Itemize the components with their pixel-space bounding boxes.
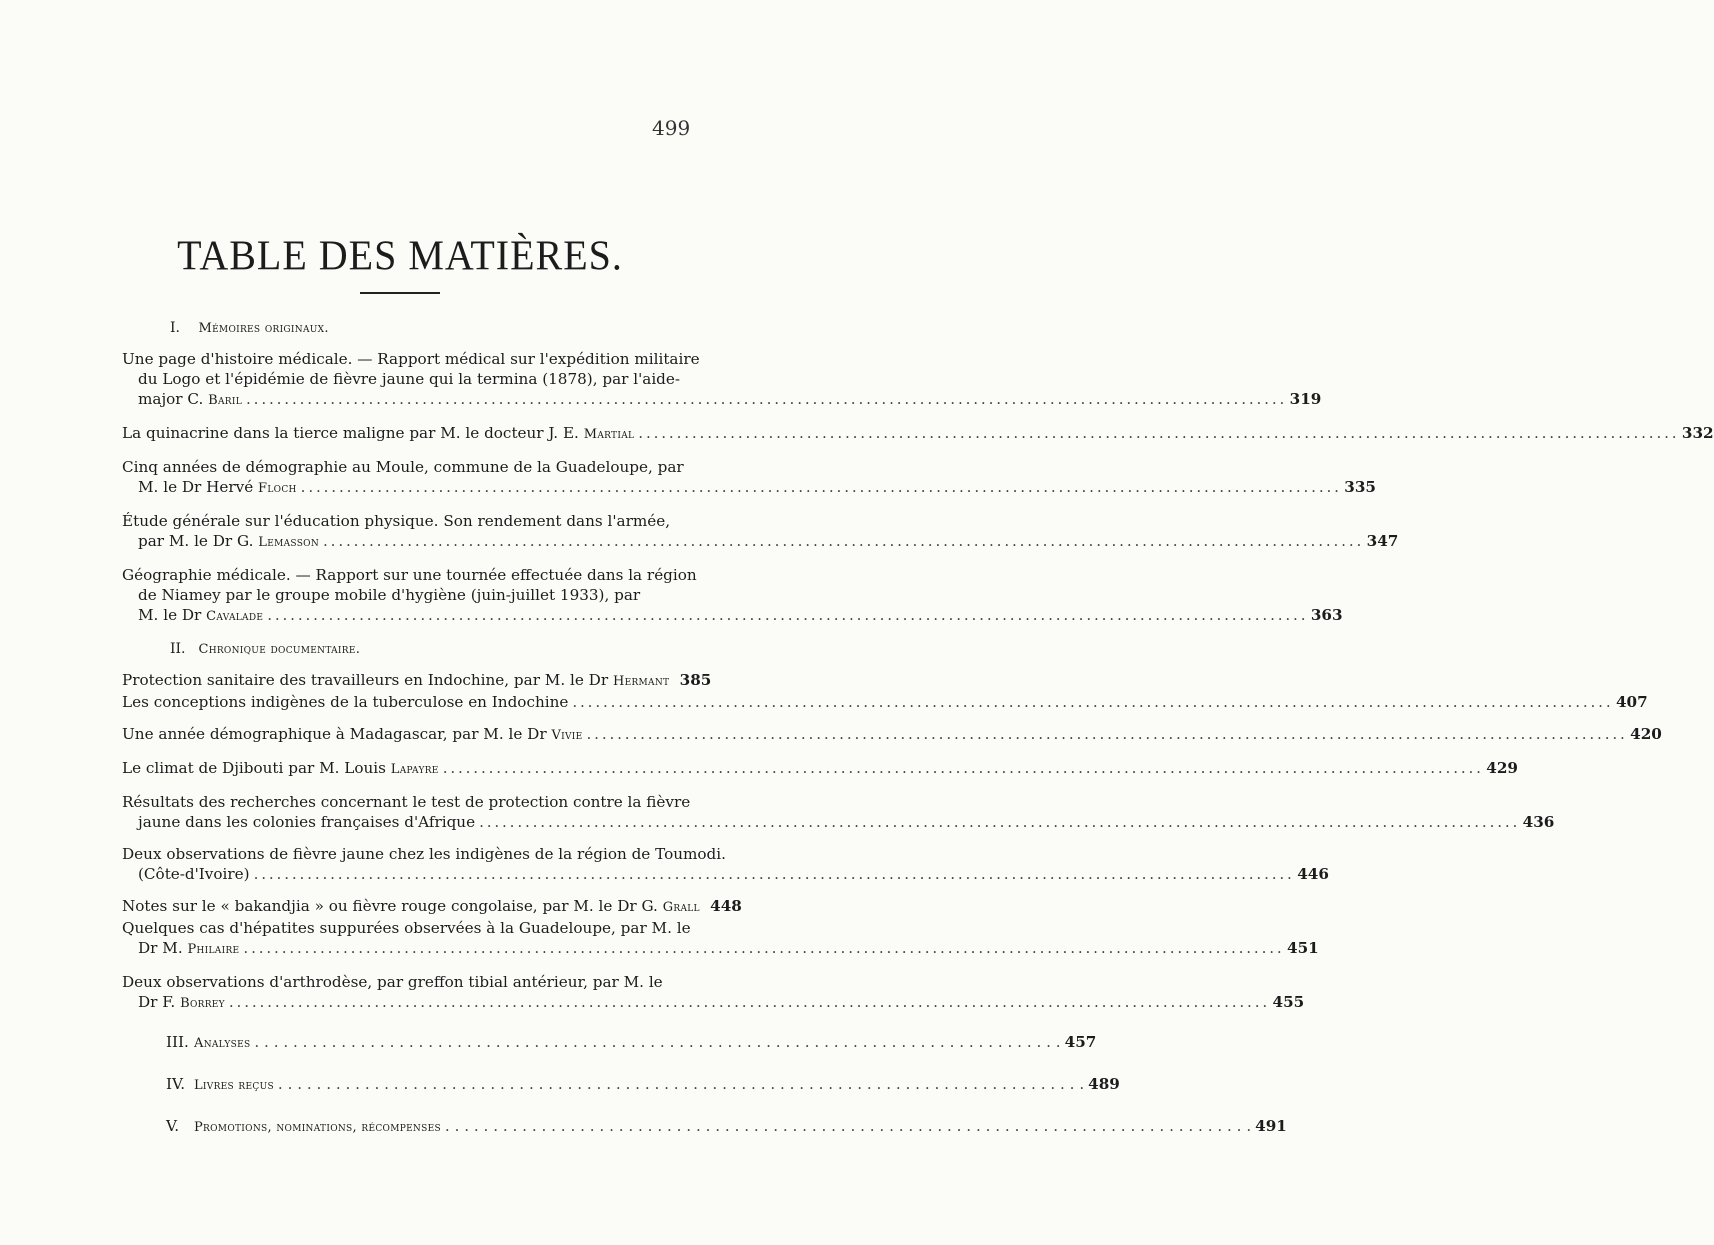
dot-leader bbox=[479, 812, 1516, 832]
entry-last-line bbox=[122, 389, 1322, 411]
entry-author: Cavalade bbox=[206, 609, 264, 624]
dot-leader bbox=[301, 477, 1338, 497]
section-name: Promotions, nominations, récompenses bbox=[194, 1120, 441, 1135]
page-ref: 363 bbox=[1310, 606, 1343, 624]
page-ref: 335 bbox=[1344, 478, 1376, 496]
page-ref: 407 bbox=[1615, 693, 1648, 711]
entry-text-line: Étude générale sur l'éducation physique. Son rendement dans l'armée, bbox=[122, 512, 671, 530]
entry-lead bbox=[122, 692, 568, 712]
entry-last-line bbox=[122, 896, 742, 918]
entry-text: Dr F. bbox=[138, 993, 181, 1011]
section-number: V. bbox=[166, 1117, 180, 1135]
toc-entry bbox=[122, 972, 1305, 1014]
entry-lead bbox=[138, 477, 297, 499]
entry-text: Une année démographique à Madagascar, par M. le Dr bbox=[122, 725, 552, 743]
entry-author: Borrey bbox=[180, 996, 225, 1011]
toc-entry bbox=[122, 565, 1343, 627]
toc-entry bbox=[122, 457, 1376, 499]
entry-text: Protection sanitaire des travailleurs en Indochine, par M. le Dr bbox=[122, 671, 613, 689]
page-ref: 385 bbox=[679, 671, 712, 689]
entry-last-line bbox=[122, 724, 1662, 746]
page-ref: 436 bbox=[1522, 813, 1555, 831]
entry-lead bbox=[138, 531, 319, 553]
entry-author: Baril bbox=[208, 393, 243, 408]
section-name: Analyses bbox=[194, 1036, 251, 1051]
entry-text-line: Une page d'histoire médicale. — Rapport médical sur l'expédition militaire bbox=[122, 350, 700, 368]
toc-entry bbox=[122, 758, 1518, 780]
section-name: Livres reçus bbox=[194, 1078, 274, 1093]
entry-lead bbox=[122, 758, 439, 780]
page-ref: 319 bbox=[1289, 390, 1322, 408]
entry-text-line: Deux observations d'arthrodèse, par greffon tibial antérieur, par M. le bbox=[122, 973, 663, 991]
dot-leader bbox=[572, 692, 1609, 712]
entry-text: Notes sur le « bakandjia » ou fièvre rouge congolaise, par M. le Dr G. bbox=[122, 897, 663, 915]
dot-leader bbox=[323, 531, 1360, 551]
entry-last-line bbox=[122, 423, 1714, 445]
page-ref: 457 bbox=[1064, 1033, 1097, 1051]
section-number: III. bbox=[166, 1033, 189, 1051]
toc-section bbox=[122, 318, 1714, 627]
section-heading bbox=[122, 639, 682, 660]
dot-leader bbox=[267, 605, 1304, 625]
section-number: I. bbox=[170, 320, 180, 336]
table-of-contents bbox=[122, 318, 1714, 1158]
toc-entry bbox=[122, 423, 1714, 445]
entry-author: Lapayre bbox=[390, 762, 439, 777]
entry-text-line: du Logo et l'épidémie de fièvre jaune qui la termina (1878), par l'aide- bbox=[138, 370, 681, 388]
toc-entry bbox=[122, 692, 1648, 712]
dot-leader: . . . . . . . . . . . . . . . . . . . . . . . . . . . . . . . . . . . . . . . . . . . . . . . . . . . . . . . . . . . . . . . . . . . . . . . . . . . . . . . . . . . . bbox=[444, 1117, 1252, 1135]
section-name: Chronique documentaire. bbox=[198, 642, 361, 657]
toc-entry bbox=[122, 792, 1555, 832]
toc-section-line bbox=[122, 1074, 1120, 1096]
dot-leader bbox=[243, 938, 1280, 958]
section-name: Mémoires originaux. bbox=[198, 321, 329, 336]
entry-lead bbox=[138, 864, 250, 884]
page-number: 499 bbox=[652, 116, 691, 140]
toc-section bbox=[122, 639, 1662, 1014]
page-title: TABLE DES MATIÈRES. bbox=[177, 231, 623, 280]
dot-leader bbox=[587, 724, 1624, 744]
page-ref: 332 bbox=[1681, 424, 1714, 442]
entry-lead bbox=[122, 670, 669, 692]
page-ref: 448 bbox=[710, 897, 742, 915]
entry-last-line bbox=[122, 938, 1319, 960]
toc-entry bbox=[122, 918, 1319, 960]
entry-last-line bbox=[122, 864, 1329, 884]
entry-last-line bbox=[122, 477, 1376, 499]
dot-leader bbox=[254, 864, 1291, 884]
toc-entry bbox=[122, 896, 742, 918]
dot-leader: . . . . . . . . . . . . . . . . . . . . . . . . . . . . . . . . . . . . . . . . . . . . . . . . . . . . . . . . . . . . . . . . . . . . . . . . . . . . . . . . . . . . bbox=[254, 1033, 1061, 1051]
entry-text: jaune dans les colonies françaises d'Afrique bbox=[138, 813, 476, 831]
toc-section-line bbox=[122, 1032, 1097, 1054]
section-heading bbox=[122, 318, 682, 339]
entry-text-line: de Niamey par le groupe mobile d'hygiène (juin-juillet 1933), par bbox=[138, 586, 641, 604]
entry-last-line bbox=[122, 670, 712, 692]
toc-entry bbox=[122, 844, 1329, 884]
entry-lead bbox=[138, 605, 263, 627]
entry-last-line bbox=[122, 531, 1399, 553]
entry-author: Hermant bbox=[612, 674, 670, 689]
entry-text: Dr M. bbox=[138, 939, 188, 957]
entry-text-line: Deux observations de fièvre jaune chez les indigènes de la région de Toumodi. bbox=[122, 845, 726, 863]
entry-lead bbox=[138, 992, 225, 1014]
entry-text: Les conceptions indigènes de la tuberculose en Indochine bbox=[122, 693, 569, 711]
toc-entry bbox=[122, 670, 712, 692]
section-number: II. bbox=[170, 641, 186, 657]
page-ref: 429 bbox=[1486, 759, 1518, 777]
entry-text-line: Géographie médicale. — Rapport sur une tournée effectuée dans la région bbox=[122, 566, 697, 584]
dot-leader bbox=[229, 992, 1266, 1012]
entry-text-line: Résultats des recherches concernant le test de protection contre la fièvre bbox=[122, 793, 691, 811]
toc-entry bbox=[122, 511, 1399, 553]
entry-lead bbox=[138, 938, 239, 960]
entry-last-line bbox=[122, 812, 1555, 832]
entry-lead bbox=[138, 389, 242, 411]
dot-leader bbox=[443, 758, 1480, 778]
toc-section-line bbox=[122, 1116, 1287, 1138]
entry-lead bbox=[122, 724, 583, 746]
page-ref: 420 bbox=[1630, 725, 1662, 743]
title-divider bbox=[360, 292, 440, 294]
entry-author: Philaire bbox=[187, 942, 240, 957]
entry-text: Le climat de Djibouti par M. Louis bbox=[122, 759, 391, 777]
entry-author: Martial bbox=[583, 427, 635, 442]
entry-text: M. le Dr Hervé bbox=[138, 478, 259, 496]
dot-leader: . . . . . . . . . . . . . . . . . . . . . . . . . . . . . . . . . . . . . . . . . . . . . . . . . . . . . . . . . . . . . . . . . . . . . . . . . . . . . . . . . . . . bbox=[277, 1075, 1085, 1093]
page-ref: 446 bbox=[1297, 865, 1329, 883]
entry-last-line bbox=[122, 992, 1305, 1014]
entry-author: Vivie bbox=[551, 728, 583, 743]
entry-last-line bbox=[122, 605, 1343, 627]
entry-author: Grall bbox=[662, 900, 700, 915]
entry-text: major C. bbox=[138, 390, 209, 408]
section-number: IV. bbox=[166, 1075, 186, 1093]
dot-leader bbox=[638, 423, 1675, 443]
toc-entry bbox=[122, 349, 1322, 411]
entry-text-line: Cinq années de démographie au Moule, commune de la Guadeloupe, par bbox=[122, 458, 684, 476]
entry-text: M. le Dr bbox=[138, 606, 207, 624]
entry-lead bbox=[138, 812, 475, 832]
entry-author: Lemasson bbox=[258, 535, 320, 550]
dot-leader bbox=[246, 389, 1283, 409]
page-ref: 455 bbox=[1272, 993, 1305, 1011]
page-ref: 489 bbox=[1088, 1075, 1120, 1093]
entry-author: Floch bbox=[258, 481, 297, 496]
page-ref: 451 bbox=[1287, 939, 1319, 957]
entry-last-line bbox=[122, 758, 1518, 780]
entry-text-line: Quelques cas d'hépatites suppurées observées à la Guadeloupe, par M. le bbox=[122, 919, 691, 937]
entry-lead bbox=[122, 423, 634, 445]
entry-last-line bbox=[122, 692, 1648, 712]
entry-text: La quinacrine dans la tierce maligne par M. le docteur J. E. bbox=[122, 424, 584, 442]
page-ref: 347 bbox=[1366, 532, 1399, 550]
page-ref: 491 bbox=[1255, 1117, 1287, 1135]
toc-entry bbox=[122, 724, 1662, 746]
trailing-sections bbox=[122, 1032, 1287, 1138]
entry-text: par M. le Dr G. bbox=[138, 532, 259, 550]
entry-lead bbox=[122, 896, 700, 918]
entry-text: (Côte-d'Ivoire) bbox=[138, 865, 250, 883]
